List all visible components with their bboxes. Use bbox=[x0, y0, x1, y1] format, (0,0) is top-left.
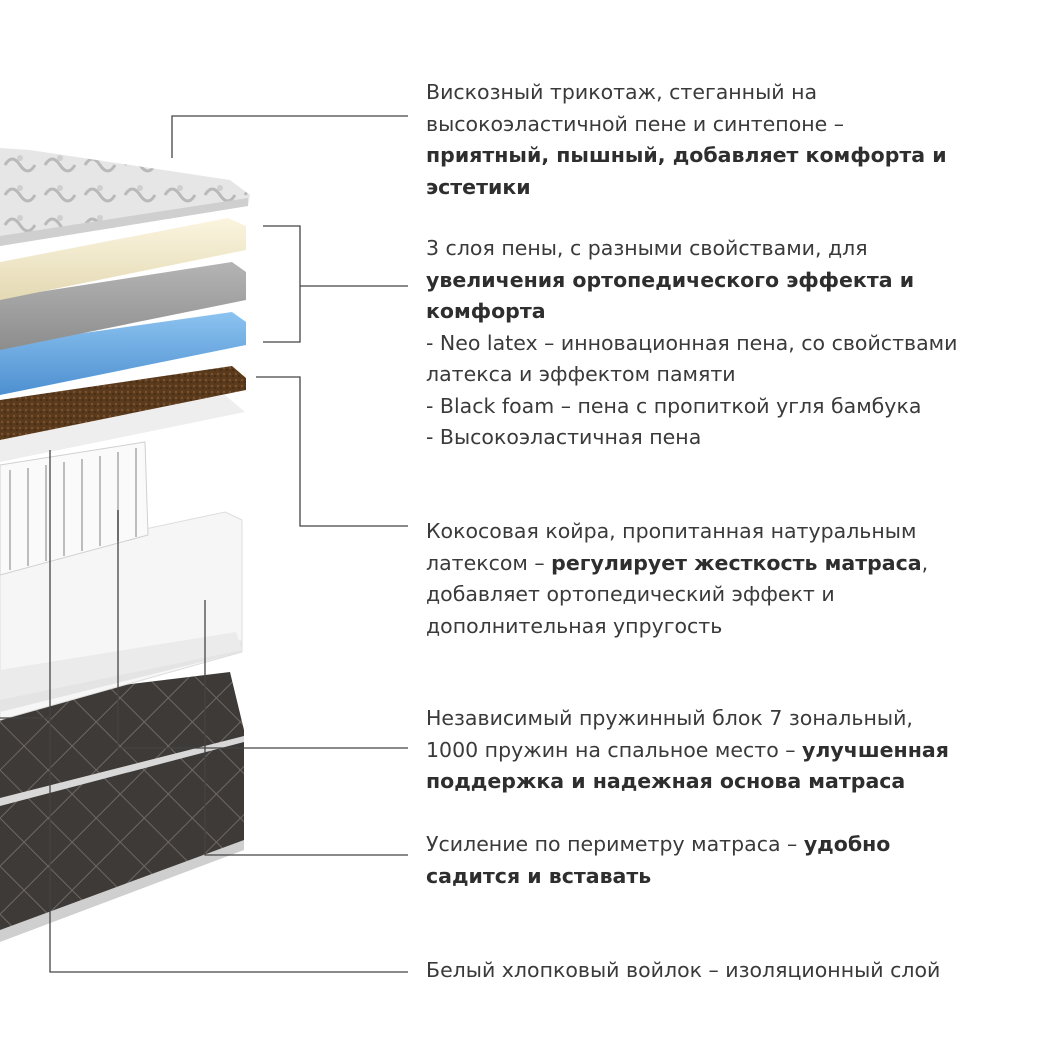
foams-line-4: - Neo latex – инновационная пена, со свойствами bbox=[426, 330, 958, 355]
foams-line-5: латекса и эффектом памяти bbox=[426, 362, 736, 386]
perimeter-description bbox=[426, 829, 1026, 892]
perimeter-line-1-pre: Усиление по периметру матраса – bbox=[426, 832, 804, 856]
foams-line-1: 3 слоя пены, с разными свойствами, для bbox=[426, 236, 868, 260]
springs-line-1: Независимый пружинный блок 7 зональный, bbox=[426, 706, 913, 730]
coir-description bbox=[426, 516, 1026, 642]
leader-line-cover bbox=[172, 116, 408, 158]
felt-line-1: Белый хлопковый войлок – изоляционный слой bbox=[426, 958, 941, 982]
foams-line-7: - Высокоэластичная пена bbox=[426, 425, 702, 449]
coir-line-2-pre: латексом – bbox=[426, 550, 552, 575]
base-cover-layer bbox=[0, 672, 244, 942]
cover-line-4: эстетики bbox=[426, 174, 531, 199]
coir-line-2-post: , bbox=[921, 550, 929, 575]
felt-description bbox=[426, 955, 1026, 987]
leader-line-coir bbox=[256, 377, 408, 526]
springs-line-2 bbox=[426, 735, 1026, 767]
coir-line-3: добавляет ортопедический эффект и bbox=[426, 582, 835, 606]
coir-line-1: Кокосовая койра, пропитанная натуральным bbox=[426, 519, 917, 543]
perimeter-line-2: садится и вставать bbox=[426, 863, 652, 888]
foams-line-3: комфорта bbox=[426, 299, 546, 323]
cover-description bbox=[426, 77, 1026, 203]
foams-line-2: увеличения ортопедического эффекта и bbox=[426, 267, 915, 292]
foams-line-6: - Black foam – пена с пропиткой угля бамбука bbox=[426, 393, 922, 418]
cover-line-1: Вискозный трикотаж, стеганный на bbox=[426, 80, 818, 104]
cover-line-3: приятный, пышный, добавляет комфорта и bbox=[426, 143, 947, 167]
springs-line-3: поддержка и надежная основа матраса bbox=[426, 769, 906, 793]
coir-line-2-bold: регулирует жесткость матраса bbox=[551, 550, 922, 575]
springs-description bbox=[426, 703, 1026, 798]
cover-line-2: высокоэластичной пене и синтепоне – bbox=[426, 111, 845, 136]
leader-line-foams bbox=[263, 226, 408, 342]
coir-line-4: дополнительная упругость bbox=[426, 613, 723, 638]
foams-description bbox=[426, 233, 1026, 454]
coir-line-2 bbox=[426, 548, 1026, 580]
springs-line-2-pre: 1000 пружин на спальное место – bbox=[426, 737, 803, 762]
perimeter-line-1 bbox=[426, 829, 1026, 861]
springs-line-2-bold: улучшенная bbox=[802, 737, 949, 762]
perimeter-line-1-bold: удобно bbox=[803, 832, 891, 856]
